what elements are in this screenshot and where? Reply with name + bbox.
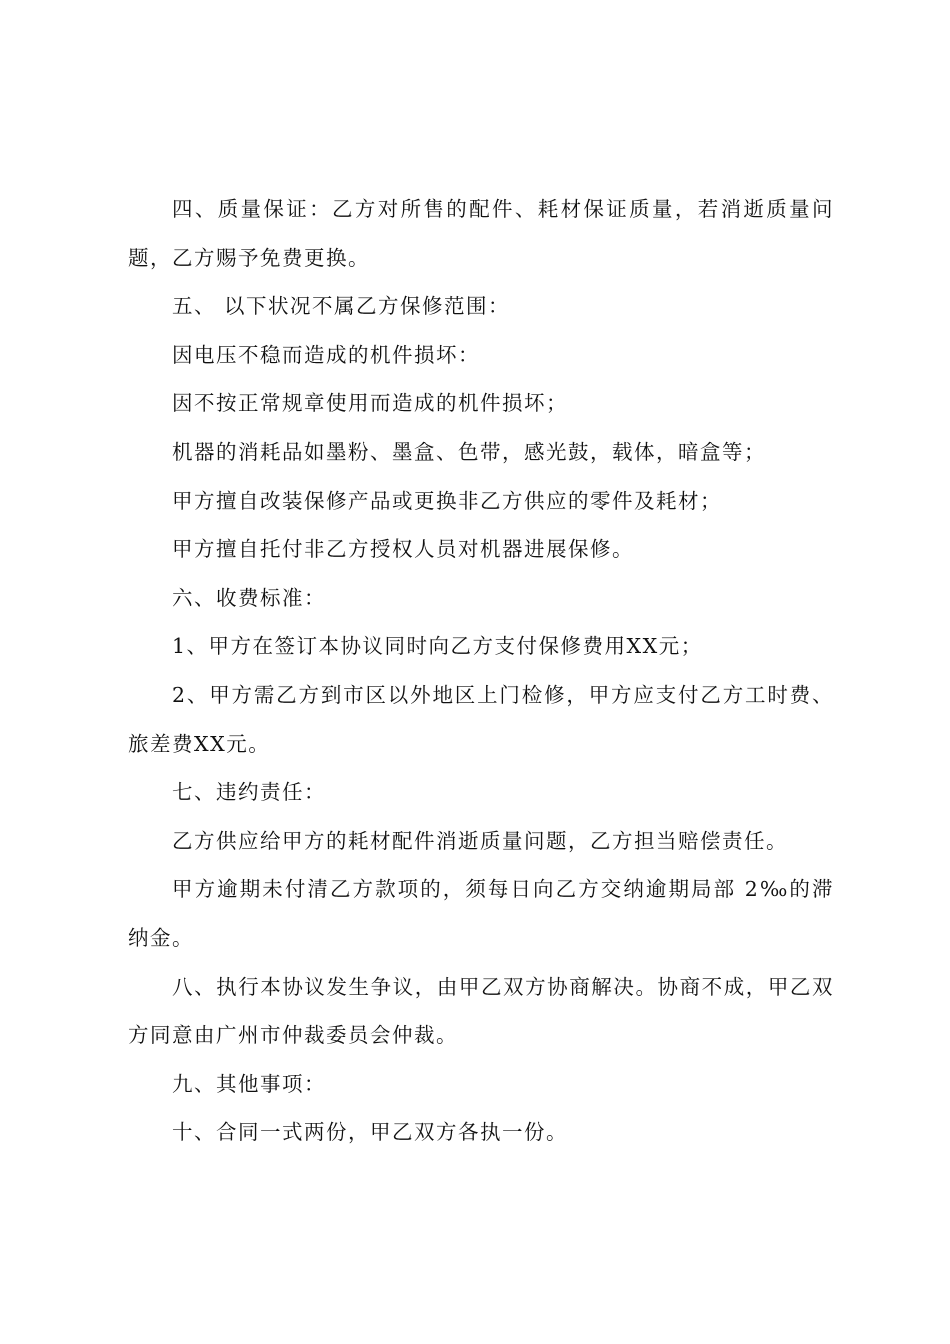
exclusion-voltage: 因电压不稳而造成的机件损坏：	[172, 342, 480, 367]
liability-party-a: 甲方逾期未付清乙方款项的，须每日向乙方交纳逾期局部 2‰的滞纳金。	[128, 877, 834, 950]
fee-item-2: 2、甲方需乙方到市区以外地区上门检修，甲方应支付乙方工时费、旅差费XX元。	[128, 682, 834, 756]
exclusion-improper-use: 因不按正常规章使用而造成的机件损坏；	[172, 391, 568, 416]
exclusion-modification: 甲方擅自改装保修产品或更换非乙方供应的零件及耗材；	[172, 488, 722, 513]
clause-liability-heading: 七、违约责任：	[172, 780, 326, 805]
clause-copies: 十、合同一式两份，甲乙双方各执一份。	[172, 1120, 568, 1145]
liability-party-b: 乙方供应给甲方的耗材配件消逝质量问题，乙方担当赔偿责任。	[172, 828, 788, 853]
document-body	[128, 185, 834, 1157]
clause-exclusions-heading: 五、 以下状况不属乙方保修范围：	[172, 294, 511, 319]
clause-fees-heading: 六、收费标准：	[172, 585, 326, 610]
clause-quality-guarantee: 四、质量保证：乙方对所售的配件、耗材保证质量，若消逝质量问题，乙方赐予免费更换。	[128, 197, 834, 270]
clause-other-matters: 九、其他事项：	[172, 1071, 326, 1096]
clause-dispute: 八、执行本协议发生争议，由甲乙双方协商解决。协商不成，甲乙双方同意由广州市仲裁委员会仲裁。	[128, 974, 834, 1048]
fee-item-1: 1、甲方在签订本协议同时向乙方支付保修费用XX元；	[172, 634, 703, 659]
exclusion-unauthorized-repair: 甲方擅自托付非乙方授权人员对机器进展保修。	[172, 537, 634, 562]
exclusion-consumables: 机器的消耗品如墨粉、墨盒、色带，感光鼓，载体，暗盒等；	[172, 439, 766, 464]
